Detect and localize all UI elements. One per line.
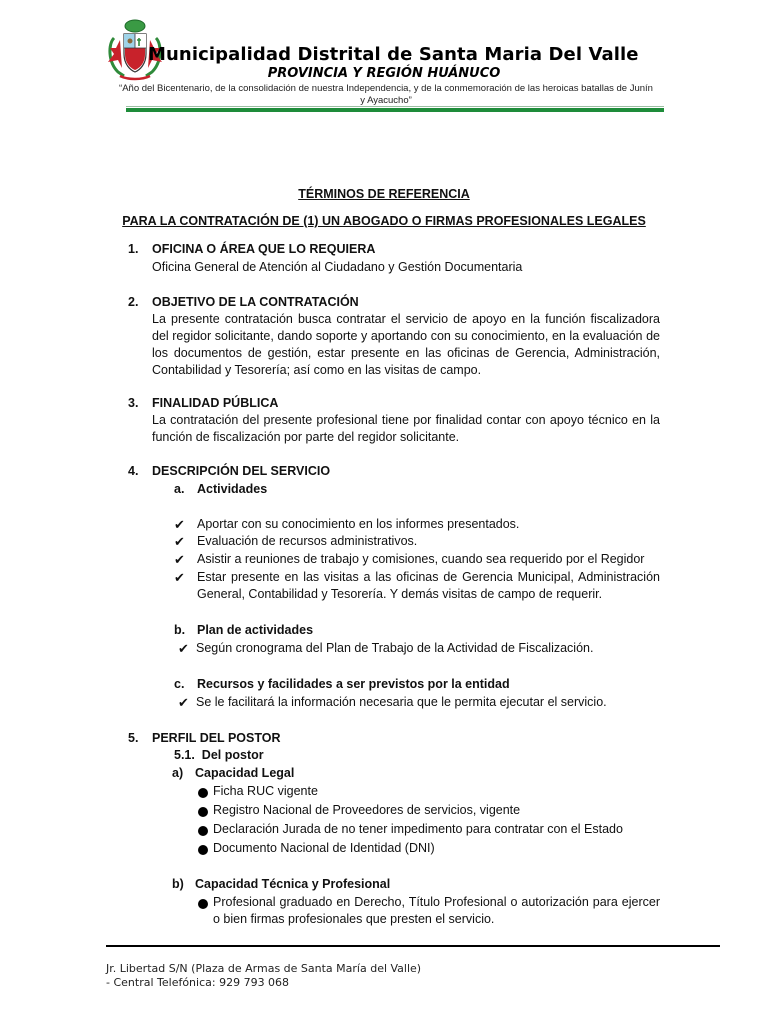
check-icon: ✔ — [174, 517, 185, 532]
section-4a-heading: Actividades — [197, 482, 268, 496]
section-5-heading: PERFIL DEL POSTOR — [152, 731, 281, 745]
doc-title: TÉRMINOS DE REFERENCIA — [298, 187, 470, 201]
section-4c-heading: Recursos y facilidades a ser previstos por la entidad — [197, 677, 510, 691]
activity-item: Estar presente en las visitas a las oficinas de Gerencia Municipal, Administración General, Contabilidad y Tesorería. Y demás visitas de campo de requerir. — [197, 570, 660, 601]
bullet-icon — [198, 899, 208, 909]
header-rule — [126, 108, 664, 112]
check-icon: ✔ — [178, 641, 189, 656]
section-5-number: 5. — [128, 731, 139, 745]
activity-item: Evaluación de recursos administrativos. — [197, 534, 418, 548]
check-icon: ✔ — [174, 552, 185, 567]
bullet-icon — [198, 826, 208, 836]
section-4a-label: a. — [174, 482, 185, 496]
section-2-number: 2. — [128, 295, 139, 309]
section-1-heading: OFICINA O ÁREA QUE LO REQUIERA — [152, 242, 376, 256]
section-3-text: La contratación del presente profesional tiene por finalidad contar con apoyo técnico en la función de fiscalización por parte del regidor solicitante. — [152, 413, 660, 444]
section-1-text: Oficina General de Atención al Ciudadano y Gestión Documentaria — [152, 260, 523, 274]
activity-item: Asistir a reuniones de trabajo y comisiones, cuando sea requerido por el Regidor — [197, 552, 645, 566]
resources-item: Se le facilitará la información necesaria que le permita ejecutar el servicio. — [196, 695, 607, 709]
section-5a-label: a) — [172, 766, 184, 780]
legal-item: Registro Nacional de Proveedores de servicios, vigente — [213, 803, 521, 817]
municipality-name: Municipalidad Distrital de Santa Maria Del Valle — [148, 44, 639, 65]
bullet-icon — [198, 788, 208, 798]
footer-address: Jr. Libertad S/N (Plaza de Armas de Santa María del Valle) — [106, 962, 422, 975]
check-icon: ✔ — [174, 570, 185, 585]
section-5-1-heading: 5.1. Del postor — [174, 748, 264, 762]
section-5b-heading: Capacidad Técnica y Profesional — [195, 877, 391, 891]
section-2-text: La presente contratación busca contratar el servicio de apoyo en la función fiscalizadora del regidor solicitante, dando soporte y aportando con su conocimiento, en la evaluación de los documentos de gestión, estar presente en las oficinas de Gerencia, Administración, Contabilidad y Tesorería; así como en las visitas de campo. — [152, 312, 660, 377]
footer-phone: - Central Telefónica: 929 793 068 — [106, 976, 290, 989]
bullet-icon — [198, 807, 208, 817]
section-4-number: 4. — [128, 464, 139, 478]
plan-item: Según cronograma del Plan de Trabajo de la Actividad de Fiscalización. — [196, 641, 594, 655]
legal-item: Ficha RUC vigente — [213, 784, 318, 798]
legal-item: Declaración Jurada de no tener impedimento para contratar con el Estado — [213, 822, 623, 836]
section-5b-label: b) — [172, 877, 184, 891]
province-region: PROVINCIA Y REGIÓN HUÁNUCO — [267, 66, 501, 81]
section-1-number: 1. — [128, 242, 139, 256]
activity-item: Aportar con su conocimiento en los informes presentados. — [197, 517, 520, 531]
section-5a-heading: Capacidad Legal — [195, 766, 295, 780]
technical-item: Profesional graduado en Derecho, Título Profesional o autorización para ejercer o bien firmas profesionales que presten el servicio. — [213, 895, 660, 926]
section-2-heading: OBJETIVO DE LA CONTRATACIÓN — [152, 295, 359, 309]
check-icon: ✔ — [178, 695, 189, 710]
legal-item: Documento Nacional de Identidad (DNI) — [213, 841, 435, 855]
check-icon: ✔ — [174, 534, 185, 549]
section-4-heading: DESCRIPCIÓN DEL SERVICIO — [152, 464, 331, 478]
doc-subtitle: PARA LA CONTRATACIÓN DE (1) UN ABOGADO O FIRMAS PROFESIONALES LEGALES — [122, 214, 646, 228]
header-rule-thin — [126, 106, 664, 107]
section-4b-label: b. — [174, 623, 186, 637]
section-4c-label: c. — [174, 677, 185, 691]
section-3-heading: FINALIDAD PÚBLICA — [152, 396, 279, 410]
section-3-number: 3. — [128, 396, 139, 410]
footer-rule — [106, 945, 720, 947]
section-4b-heading: Plan de actividades — [197, 623, 314, 637]
year-motto: “Año del Bicentenario, de la consolidación de nuestra Independencia, y de la conmemoración de las heroicas batallas de Junín y Ayacucho” — [119, 83, 653, 106]
bullet-icon — [198, 845, 208, 855]
